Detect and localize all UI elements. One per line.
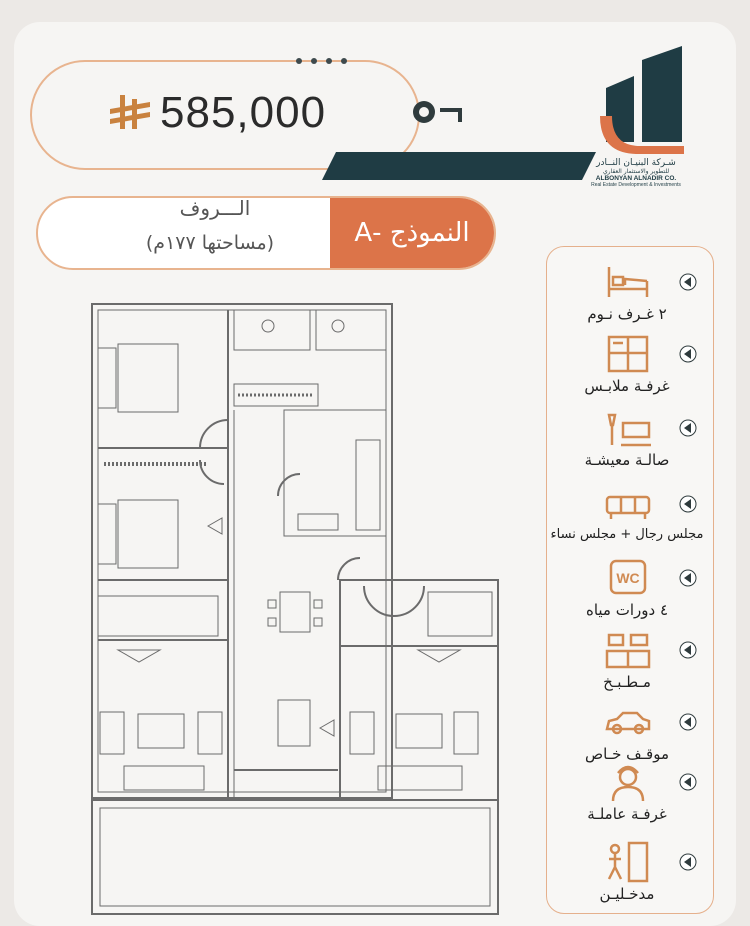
location-pin-icon (410, 98, 480, 128)
feature-label: صالـة معيشـة (584, 451, 670, 469)
feature-item (547, 761, 713, 831)
model-title: الـــروف (179, 196, 251, 220)
riyal-icon (108, 93, 152, 133)
feature-label: غرفـة ملابـس (584, 377, 670, 395)
feature-label: ٤ دورات مياه (585, 601, 669, 619)
kitchen-icon (603, 629, 653, 671)
feature-label: مدخـليـن (599, 885, 655, 903)
arrow-left-icon (679, 569, 697, 587)
company-logo (594, 38, 694, 158)
feature-label: مـطـبـخ (603, 673, 651, 691)
feature-item (547, 333, 713, 403)
feature-item (547, 261, 713, 331)
model-area: (مساحتها ١٧٧م) (145, 232, 275, 254)
model-name: النموذج -A (330, 198, 494, 268)
decorative-band (322, 152, 596, 180)
arrow-left-icon (679, 495, 697, 513)
logo-text (576, 158, 696, 188)
wardrobe-icon (603, 333, 653, 375)
feature-label: موقـف خـاص (584, 745, 670, 763)
dots-indicator (296, 58, 347, 64)
feature-label: مجلس رجال + مجلس نساء (550, 527, 704, 542)
feature-item (547, 483, 713, 553)
sofa-lamp-icon (603, 407, 653, 449)
price-amount: 585,000 (160, 88, 327, 137)
arrow-left-icon (679, 713, 697, 731)
logo-subtitle-ar: للتطوير والاستثمار العقاري (602, 168, 670, 175)
feature-label: غرفـة عاملـة (587, 805, 667, 823)
couch-icon (603, 483, 653, 525)
arrow-left-icon (679, 773, 697, 791)
logo-subtitle-en: Real Estate Development & Investments (591, 182, 681, 188)
car-icon (603, 701, 653, 743)
logo-name-ar: شـركة البنيـان النــادر (596, 158, 676, 168)
arrow-left-icon (679, 641, 697, 659)
entrance-icon (603, 841, 653, 883)
feature-label: ٢ غـرف نـوم (587, 305, 667, 323)
logo-name-en: ALBONYAN ALNADIR CO. (595, 175, 677, 182)
feature-item (547, 629, 713, 699)
bed-icon (603, 261, 653, 303)
feature-item (547, 407, 713, 477)
svg-text:WC: WC (616, 570, 640, 586)
arrow-left-icon (679, 273, 697, 291)
features-panel (546, 246, 714, 914)
feature-item (547, 841, 713, 911)
arrow-left-icon (679, 419, 697, 437)
arrow-left-icon (679, 853, 697, 871)
wc-icon (603, 557, 653, 599)
feature-item (547, 557, 713, 627)
maid-icon (603, 761, 653, 803)
floor-plan (88, 300, 508, 920)
arrow-left-icon (679, 345, 697, 363)
